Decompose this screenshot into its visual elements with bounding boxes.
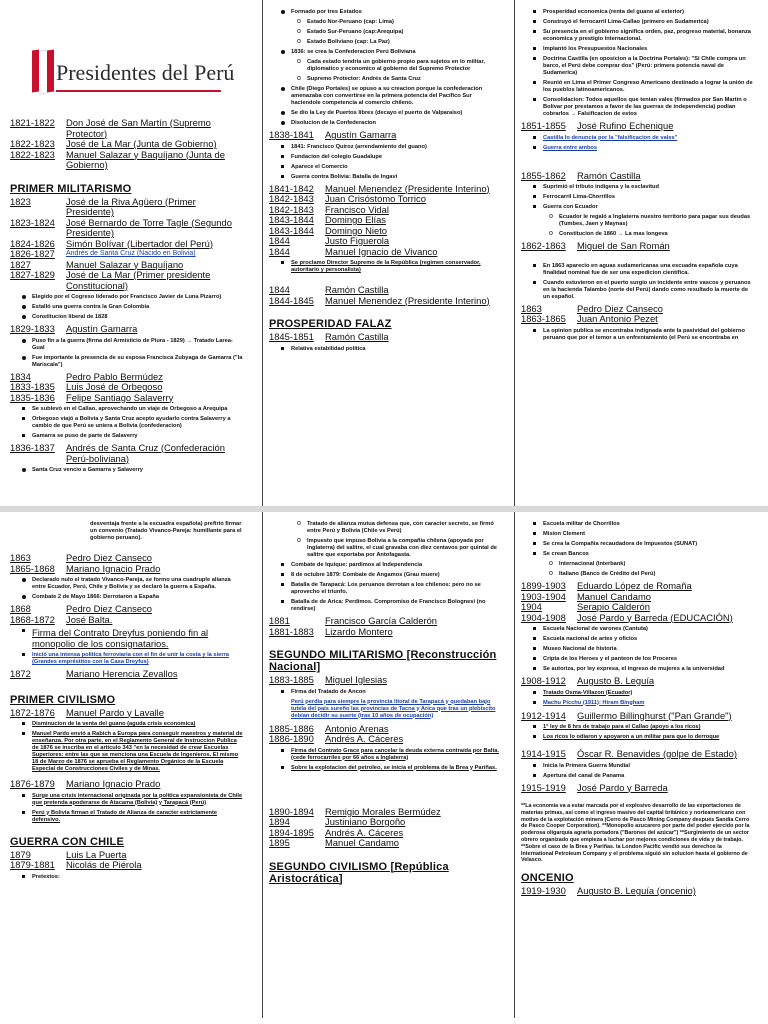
term-years: 1824-1826	[10, 237, 55, 249]
term-years: 1844-1845	[269, 294, 314, 306]
term-years: 1894-1895	[269, 826, 314, 838]
bullet-item: Batalla de Tarapacá: Los peruanos derrotan a los chilenos: pero no se aprovecho el triunfo.	[269, 582, 502, 596]
term-years: 1843-1844	[269, 224, 314, 236]
president-name: Ramón Castilla	[325, 331, 389, 342]
president-row	[269, 675, 502, 686]
bullet-item: Tratado Osma-Villazon (Ecuador)	[521, 690, 754, 697]
term-years: 1899-1903	[521, 580, 566, 591]
president-name: Manuel Pardo y Lavalle	[66, 706, 164, 718]
bullet-item: Gamarra se puso de parte de Salaverry	[10, 433, 244, 440]
term-years: 1843-1844	[269, 214, 314, 225]
bullet-link[interactable]: Guerra entre ambos	[521, 145, 754, 152]
president-row	[269, 627, 502, 638]
president-row	[269, 194, 502, 205]
term-years: 1826-1827	[10, 248, 55, 259]
bullet-item: Se autoriza, por ley expresa, el ingreso de mujeres a la universidad	[521, 666, 754, 673]
president-name: Luis José de Orbegoso	[66, 381, 163, 392]
president-name: José Bernardo de Torre Tagle (Segundo Presidente)	[66, 216, 232, 238]
president-row	[10, 604, 244, 615]
bullet-item: Combate 2 de Mayo 1866: Derrotaron a España	[10, 594, 244, 601]
bullet-item: Santa Cruz vencio a Gamarra y Salaverry	[10, 467, 244, 474]
sub-bullet-item: o Constitucion de 1860 → La mas longeva	[521, 231, 754, 238]
president-row	[269, 236, 502, 247]
bullet-item: Puso fin a la guerra (firma del Armisticio de Piura - 1829) → Tratado Larea-Gual	[10, 338, 244, 352]
continued-text: desventaja frente a la escuadra española) prefirio firmar un convenio (Tratado Vivanco-Pareja: humillante para el gobierno peruano).	[90, 521, 242, 541]
term-years: 1833-1835	[10, 381, 55, 392]
president-row	[10, 708, 244, 719]
bullet-item: Escuela nacional de artes y oficios	[521, 636, 754, 643]
bullet-item: Relativa estabilidad política	[269, 346, 502, 353]
term-years: 1883-1885	[269, 674, 314, 685]
page-2	[0, 512, 768, 1018]
bullet-item: Guerra contra Bolivia: Batalla de Ingavi	[269, 174, 502, 181]
president-name: Domingo Elías	[325, 214, 386, 225]
term-years: 1879-1881	[10, 859, 55, 870]
president-name: Lizardo Montero	[325, 625, 393, 637]
page-1-column-2	[262, 0, 508, 506]
president-name-link[interactable]: Andrés de Santa Cruz (Nacido en Bolivia)	[66, 250, 196, 257]
president-name: Remigio Morales Bermúdez	[325, 805, 441, 817]
term-years: 1903-1904	[521, 590, 566, 602]
president-name: Justo Figuerola	[325, 235, 390, 246]
term-years: 1821-1822	[10, 117, 55, 128]
term-years: 1836-1837	[10, 442, 55, 453]
bullet-item: Construyó el ferrocarril Lima-Callao (primero en Sudamerica)	[521, 19, 754, 26]
president-row	[10, 382, 244, 393]
term-years: 1914-1915	[521, 748, 566, 759]
president-row	[269, 616, 502, 627]
term-years: 1863	[10, 552, 31, 563]
bullet-item: Se crean Bancos	[521, 551, 754, 558]
page-1-column-1	[4, 0, 250, 506]
term-years: 1829-1833	[10, 323, 55, 334]
president-name: Eduardo López de Romaña	[577, 580, 692, 591]
bullet-item: Consolidacion: Todos aquellos que tenian vales (firmados por San Martín o Bolívar por prestamos a favor de las guerras de independencia) podian cobrarlos → Falsificacion de estos	[521, 97, 754, 118]
term-years: 1881	[269, 615, 290, 626]
document-title: Presidentes del Perú	[56, 60, 235, 85]
page-2-column-3	[514, 512, 760, 1018]
president-name: Augusto B. Leguía (oncenio)	[577, 885, 696, 897]
president-name: Manuel Menendez (Presidente Interino)	[325, 294, 490, 306]
bullet-item: Escuela militar de Chorrillos	[521, 521, 754, 528]
president-row	[10, 197, 244, 218]
president-name: Miguel de San Román	[577, 240, 670, 251]
sub-bullet-item: o Estado Sur-Peruano (cap:Arequipa)	[269, 29, 502, 36]
president-name: Manuel Salazar y Baquíjano (Junta de Gobierno)	[66, 148, 225, 170]
president-row	[10, 139, 244, 150]
president-row	[10, 779, 244, 790]
term-years: 1872-1876	[10, 706, 55, 718]
president-row	[521, 121, 754, 132]
term-years: 1868-1872	[10, 613, 55, 625]
president-row	[10, 860, 244, 871]
bullet-item: Firma del Contrato Grace para cancelar la deuda externa contraída por Balta. (cede ferrocarriles por 66 años a Inglaterra)	[269, 748, 502, 762]
term-years: 1904-1908	[521, 611, 566, 623]
president-name: Andrés A. Cáceres	[325, 826, 404, 838]
bullet-item: Orbegoso viajó a Bolivia y Santa Cruz acepto ayudarlo contra Salaverry a cambio de que Perú se uniera a Bolivia (confederacion)	[10, 416, 244, 430]
president-row	[521, 749, 754, 760]
bullet-item: Constitucion liberal de 1828	[10, 314, 244, 321]
president-name: José Pardo y Barreda	[577, 781, 668, 793]
president-name: Andrés A. Cáceres	[325, 733, 404, 744]
president-name: Augusto B. Leguía	[577, 675, 655, 686]
president-name: Juan Antonio Pezet	[577, 313, 658, 324]
president-name: Manuel Menendez (Presidente Interino)	[325, 182, 490, 194]
president-row	[521, 581, 754, 592]
section-heading: SEGUNDO CIVILISMO [República Aristocrática]	[269, 860, 449, 885]
term-years: 1876-1879	[10, 778, 55, 789]
president-row	[269, 130, 502, 141]
sub-bullet-item: o Italiano (Banco de Crédito del Perú)	[521, 571, 754, 578]
president-name: Mariano Ignacio Prado	[66, 562, 161, 574]
term-years: 1823	[10, 195, 31, 207]
title-logo	[10, 54, 244, 112]
president-name: Mariano Ignacio Prado	[66, 778, 161, 789]
sub-bullet-item: o Tratado de alianza mutua defensa que, con caracter secreto, se firmó entre Perú y Bolivia (Chile vs Perú)	[269, 521, 502, 535]
bullet-item: Disminucion de la venta del guano (aguda crisis economica)	[10, 721, 244, 728]
term-years: 1890-1894	[269, 805, 314, 817]
president-name: José de La Mar (Junta de Gobierno)	[66, 138, 217, 149]
term-years: 1827	[10, 258, 31, 270]
president-name: José de La Mar (Primer presidente Constitucional)	[66, 269, 211, 291]
president-name: Pedro Diez Canseco	[66, 603, 152, 614]
term-years: 1827-1829	[10, 269, 55, 280]
term-years: 1834	[10, 370, 31, 382]
president-name: Óscar R. Benavides (golpe de Estado)	[577, 748, 737, 759]
president-row	[269, 734, 502, 745]
president-row	[10, 615, 244, 626]
president-name: Antonio Arenas	[325, 722, 389, 734]
president-row	[521, 314, 754, 325]
term-years: 1872	[10, 668, 31, 679]
term-years: 1823-1824	[10, 216, 55, 228]
president-name: Francisco García Calderón	[325, 615, 438, 626]
sub-bullet-item: o Estado Nor-Peruano (cap: Lima)	[269, 19, 502, 26]
president-row	[521, 783, 754, 794]
president-name: Luis La Puerta	[66, 848, 127, 860]
term-years: 1844	[269, 235, 290, 246]
bullet-item: Se dio la Ley de Puertos libres (decayo el puerto de Valparaiso)	[269, 110, 502, 117]
president-name: Nicolás de Piérola	[66, 859, 142, 870]
sub-bullet-item: o Impuesto que impuso Bolivia a la compañia chilena (apoyada por Inglaterra) del salitre, el cual gravaba con diez centavos por quintal de salitre que exportaba por Antofagasta.	[269, 538, 502, 559]
bullet-item: Formado por tres Estados	[269, 9, 502, 16]
president-name: Manuel Candamo	[577, 590, 652, 602]
term-years: 1855-1862	[521, 169, 566, 181]
bullet-item: Cuando estuvieron en el puerto surgio un incidente entre vascos y peruanos en la hacienda Talambo (norte del Perú) dando como resultado la muerte de un español.	[521, 280, 754, 301]
term-years: 1908-1912	[521, 675, 566, 686]
term-years: 1851-1855	[521, 120, 566, 131]
page-1-column-3	[514, 0, 760, 506]
president-row	[521, 613, 754, 624]
term-years: 1904	[521, 601, 542, 612]
bullet-item: Suprimió el tributo indigena y la esclavitud	[521, 184, 754, 191]
president-name: Pedro Pablo Bermúdez	[66, 370, 163, 382]
president-name: Ramón Castilla	[577, 169, 641, 181]
president-name: Miguel Iglesias	[325, 674, 388, 685]
term-years: 1842-1843	[269, 193, 314, 204]
president-name: Felipe Santiago Salaverry	[66, 391, 174, 403]
section-heading: GUERRA CON CHILE	[10, 835, 125, 848]
presidents-list-a	[10, 118, 244, 171]
bullet-item: La opinion publica se encontraba indignada ante la pasividad del gobierno peruano que por el temor a un enfrentamiento (el Perú se encontraba en	[521, 328, 754, 342]
bullet-item: Cripta de los Heroes y el panteon de los Proceres	[521, 656, 754, 663]
president-row	[269, 247, 502, 258]
bullet-item: Perú y Bolivia firman el Tratado de Alianza de caracter estrictamente defensivo.	[10, 810, 244, 824]
page-2-column-1	[4, 512, 250, 1018]
president-name: Manuel Ignacio de Vivanco	[325, 245, 438, 257]
president-row	[10, 150, 244, 171]
term-years: 1879	[10, 848, 31, 860]
president-row	[521, 241, 754, 252]
section-heading: PRIMER CIVILISMO	[10, 693, 116, 706]
bullet-item: Batalla de de Arica: Perdimos. Compromiso de Francisco Bolognesi (no rendirse)	[269, 599, 502, 613]
term-years: 1881-1883	[269, 625, 314, 637]
sub-bullet-item: o Estado Boliviano (cap: La Paz)	[269, 39, 502, 46]
bullet-item: 1° ley de 8 hrs de trabajo para el Callao (apoyo a los ricos)	[521, 724, 754, 731]
bullet-item: Aparece el Comercio	[269, 164, 502, 171]
bullet-item: Escuela Nacional de varones (Cantuta)	[521, 626, 754, 633]
president-row	[521, 676, 754, 687]
term-years: 1912-1914	[521, 709, 566, 721]
president-name: Don José de San Martín (Supremo Protector)	[66, 117, 211, 139]
term-years: 1915-1919	[521, 781, 566, 793]
president-name: Mariano Herencia Zevallos	[66, 668, 178, 679]
president-name: José Rufino Echenique	[577, 120, 674, 131]
president-row	[10, 393, 244, 404]
president-row	[269, 215, 502, 226]
bullet-item: Estalló una guerra contra la Gran Colombia	[10, 304, 244, 311]
bullet-item: Ferrocarril Lima-Chorrillos	[521, 194, 754, 201]
bullet-item: Fundacion del colegio Guadalupe	[269, 154, 502, 161]
section-heading: SEGUNDO MILITARISMO [Reconstrucción Nacional]	[269, 649, 497, 673]
term-years: 1868	[10, 603, 31, 614]
bullet-item: 1841: Francisco Quiroz (arrendamiento del guano)	[269, 144, 502, 151]
president-row	[10, 324, 244, 335]
president-name: Serapio Calderón	[577, 601, 650, 612]
bullet-item: Apertura del canal de Panama	[521, 773, 754, 780]
term-years: 1822-1823	[10, 148, 55, 160]
bullet-item: Se crea la Compañia recaudadora de Impuestos (SUNAT)	[521, 541, 754, 548]
section-heading: PRIMER MILITARISMO	[10, 182, 132, 195]
bullet-item: Inicia la Primera Guerra Mundial	[521, 763, 754, 770]
president-row	[269, 332, 502, 343]
president-row	[10, 443, 244, 464]
president-name: Simón Bolívar (Libertador del Perú)	[66, 237, 213, 249]
presidents-list-b	[10, 197, 244, 292]
bullet-link[interactable]: Castilla lo denuncia por la "falsificacion de vales"	[521, 135, 754, 142]
term-years: 1841-1842	[269, 182, 314, 194]
term-years: 1862-1863	[521, 240, 566, 251]
bullet-item: Se proclamo Director Supremo de la República (regimen conservador, autoritario y personalista)	[269, 260, 502, 274]
bullet-item: Declarado nulo el tratado Vivanco-Pareja, se formo una cuadruple alianza entre Ecuador, Perú, Chile y Bolivia y se declaró la guerra a España.	[10, 577, 244, 591]
title-underline	[56, 90, 221, 92]
president-name: José de la Riva Agüero (Primer Presidente)	[66, 195, 196, 217]
bullet-item: Chile (Diego Portales) se opuso a su creacion porque la confederacion amenazaba con convertirse en la primera potencia del Pacífico Sur haciendole competencia al comercio chileno.	[269, 86, 502, 107]
president-row	[10, 218, 244, 239]
president-row	[269, 296, 502, 307]
term-years: 1842-1843	[269, 203, 314, 215]
term-years: 1845-1851	[269, 331, 314, 342]
president-row	[10, 564, 244, 575]
term-years: 1885-1886	[269, 722, 314, 734]
president-row	[269, 817, 502, 828]
bullet-link[interactable]: Machu Picchu (1911): Hiram Bingham	[521, 700, 754, 707]
bullet-item: Surge una crisis internacional originada por la politica expansionista de Chile que pretenda apoderarse de Atacama (Bolivia) y Tarapacá (Perú)	[10, 793, 244, 807]
president-name: Ramón Castilla	[325, 284, 389, 295]
peru-flag-icon	[32, 50, 54, 92]
bullet-item: Los ricos lo odiaron y apoyaron a un militar para que lo derroque	[521, 734, 754, 741]
president-row	[10, 669, 244, 680]
term-years: 1895	[269, 837, 290, 848]
president-name: Pedro Diez Canseco	[66, 552, 152, 563]
bullet-link[interactable]: Inició una intensa politica ferroviaria con el fin de unir la costa y la sierra (Grandes empréstitos con la Casa Dreyfus)	[10, 652, 244, 666]
bullet-item: Disolucion de la Confederacion	[269, 120, 502, 127]
bullet-item: Implantó los Presupuestos Nacionales	[521, 46, 754, 53]
term-years: 1886-1890	[269, 733, 314, 744]
treaty-link[interactable]: Perú perdía para siempre la provincia litoral de Tarapacá y quedaban bajo tutela del país sureño las provincias de Tacna y Arica que tras un plebiscito debían decidir su suerte (tras 10 años de ocupación)	[291, 698, 496, 719]
term-years: 1865-1868	[10, 562, 55, 574]
president-name: Agustín Gamarra	[66, 323, 138, 334]
president-row	[269, 838, 502, 849]
bullet-item: Reunió en Lima el Primer Congreso Americano destinado a lograr la unión de los pueblos latinoamericanos.	[521, 80, 754, 94]
bullet-item: 8 de octubre 1879: Combate de Angamos (Grau muere)	[269, 572, 502, 579]
term-years: 1844	[269, 284, 290, 295]
bullet-item: Sobre la explotacion del petroleo, se inicia el problema de la Brea y Pariñas.	[269, 765, 502, 772]
president-name: Domingo Nieto	[325, 224, 388, 236]
president-row	[10, 249, 244, 260]
president-row	[521, 886, 754, 897]
bullet-item: Guerra con Ecuador	[521, 204, 754, 211]
section-heading: ONCENIO	[521, 872, 574, 885]
president-row	[10, 553, 244, 564]
term-years: 1838-1841	[269, 129, 314, 140]
term-years: 1844	[269, 245, 290, 257]
bullet-item: Elegido por el Cogreso liderado por Francisco Javier de Luna Pizarro)	[10, 294, 244, 301]
summary-note: **La economía va a estar marcada por el explosivo desarrollo de las exportaciones de materias primas, así como el ingreso masivo del capital británico y norteamericano con motivo de la explotación minera (Cerro de Pasco Mining Company después Sandia Cerro de Pasco Cooper Corporation). **Monopolio azucarero por parte del poder ejercido por la poderosa oligarquía agraria portadora ("Barones del azúcar") **Surgimiento de un sector obrero organizado que empieza a luchar por mejores condiciones de vida y de trabajo. **Sobre el caso de la Brea y Pariñas. la London Pacific vendió sus derechos la International Petroleum Company y el problema siguió sin solucion hasta el gobierno de Velasco.	[521, 803, 750, 864]
president-row	[10, 270, 244, 291]
bullet-item: Fue importante la presencia de su esposa Francisca Zubyaga de Gamarra ("la Mariscala")	[10, 355, 244, 369]
sub-bullet-item: o Ecuador le regaló a Inglaterra nuestro territorio para pagar sus deudas (Tumbes, Jaen y Maynas)	[521, 214, 754, 228]
bullet-item: En 1863 aparecio en aguas sudamericanas una escuadra española cuya finalidad nominal fue de ser una expedicion científica.	[521, 263, 754, 277]
president-row	[521, 602, 754, 613]
term-years: 1894	[269, 816, 290, 827]
president-row	[521, 171, 754, 182]
president-row	[521, 711, 754, 722]
bullet-item: Firma del Tratado de Ancon	[269, 689, 502, 696]
term-years: 1863-1865	[521, 313, 566, 324]
bullet-item: Mision Clement	[521, 531, 754, 538]
president-name: Manuel Salazar y Baquíjano	[66, 258, 184, 270]
bullet-item: Prosperidad economica (renta del guano al exterior)	[521, 9, 754, 16]
term-years: 1822-1823	[10, 138, 55, 149]
bullet-item: Doctrina Castilla (en oposicion a la Doctrina Portales): "Si Chile compra un barco, el Perú debe comprar dos" (Perú: primera potencia naval de Sudamerica)	[521, 56, 754, 77]
term-years: 1863	[521, 302, 542, 314]
page-1	[0, 0, 768, 506]
bullet-item: Pretextos:	[10, 874, 244, 881]
president-row	[269, 285, 502, 296]
president-name: Agustín Gamarra	[325, 129, 397, 140]
president-name: Andrés de Santa Cruz (Confederación Perú-boliviana)	[66, 442, 225, 464]
president-name: Juan Crisóstomo Torrico	[325, 193, 426, 204]
president-name: Justiniano Borgoño	[325, 816, 406, 827]
sub-bullet-item: o Supremo Protector: Andrés de Santa Cruz	[269, 76, 502, 83]
section-heading: PROSPERIDAD FALAZ	[269, 318, 392, 330]
bullet-item: Su presencia en el gobierno significa orden, paz, progreso material, bonanza economica y prestigio internacional.	[521, 29, 754, 43]
bullet-item: Firma del Contrato Dreyfus poniendo fin al monopolio de los consignatarios.	[10, 628, 244, 649]
president-name: Manuel Candamo	[325, 837, 400, 848]
bullet-item: Manuel Pardo envió a Rabich a Europa para conseguir maestros y material de enseñanza. Por otra parte, en el Reglamento General de Instruccion Publica de 1876 se inscriba en el artículo 343 "en la necesidad de crear Escuelas Superiores: entre las que se menciona una Escuela de Ingenieros. El mismo 18 de Marzo de 1876 se aprueba el Reglamento Orgánico de la Escuela Especial de Construcciones Civiles y de Minas.	[10, 731, 244, 773]
president-name: José Balta.	[66, 613, 113, 625]
bullet-item: Museo Nacional de historia	[521, 646, 754, 653]
president-name: Guillermo Billinghurst ("Pan Grande")	[577, 709, 732, 721]
term-years: 1919-1930	[521, 885, 566, 897]
sub-bullet-item: o Internacional (Interbank)	[521, 561, 754, 568]
bullet-item: 1836: se crea la Confederacion Perú Boliviana	[269, 49, 502, 56]
bullet-item: Combate de Iquique: pardimos al Independencia	[269, 562, 502, 569]
bullet-item: Se sublevó en el Callao, aprovechando un viaje de Orbegoso a Arequipa	[10, 406, 244, 413]
president-name: Francisco Vidal	[325, 203, 389, 215]
term-years: 1835-1836	[10, 391, 55, 403]
page-2-column-2	[262, 512, 508, 1018]
president-name: Pedro Diez Canseco	[577, 302, 663, 314]
president-name: José Pardo y Barreda (EDUCACIÓN)	[577, 611, 733, 623]
sub-bullet-item: o Cada estado tendria un gobierno propio para sujetos en lo militar, diplomatico y economico al gobierno del Supremo Protector	[269, 59, 502, 73]
president-row	[10, 118, 244, 139]
